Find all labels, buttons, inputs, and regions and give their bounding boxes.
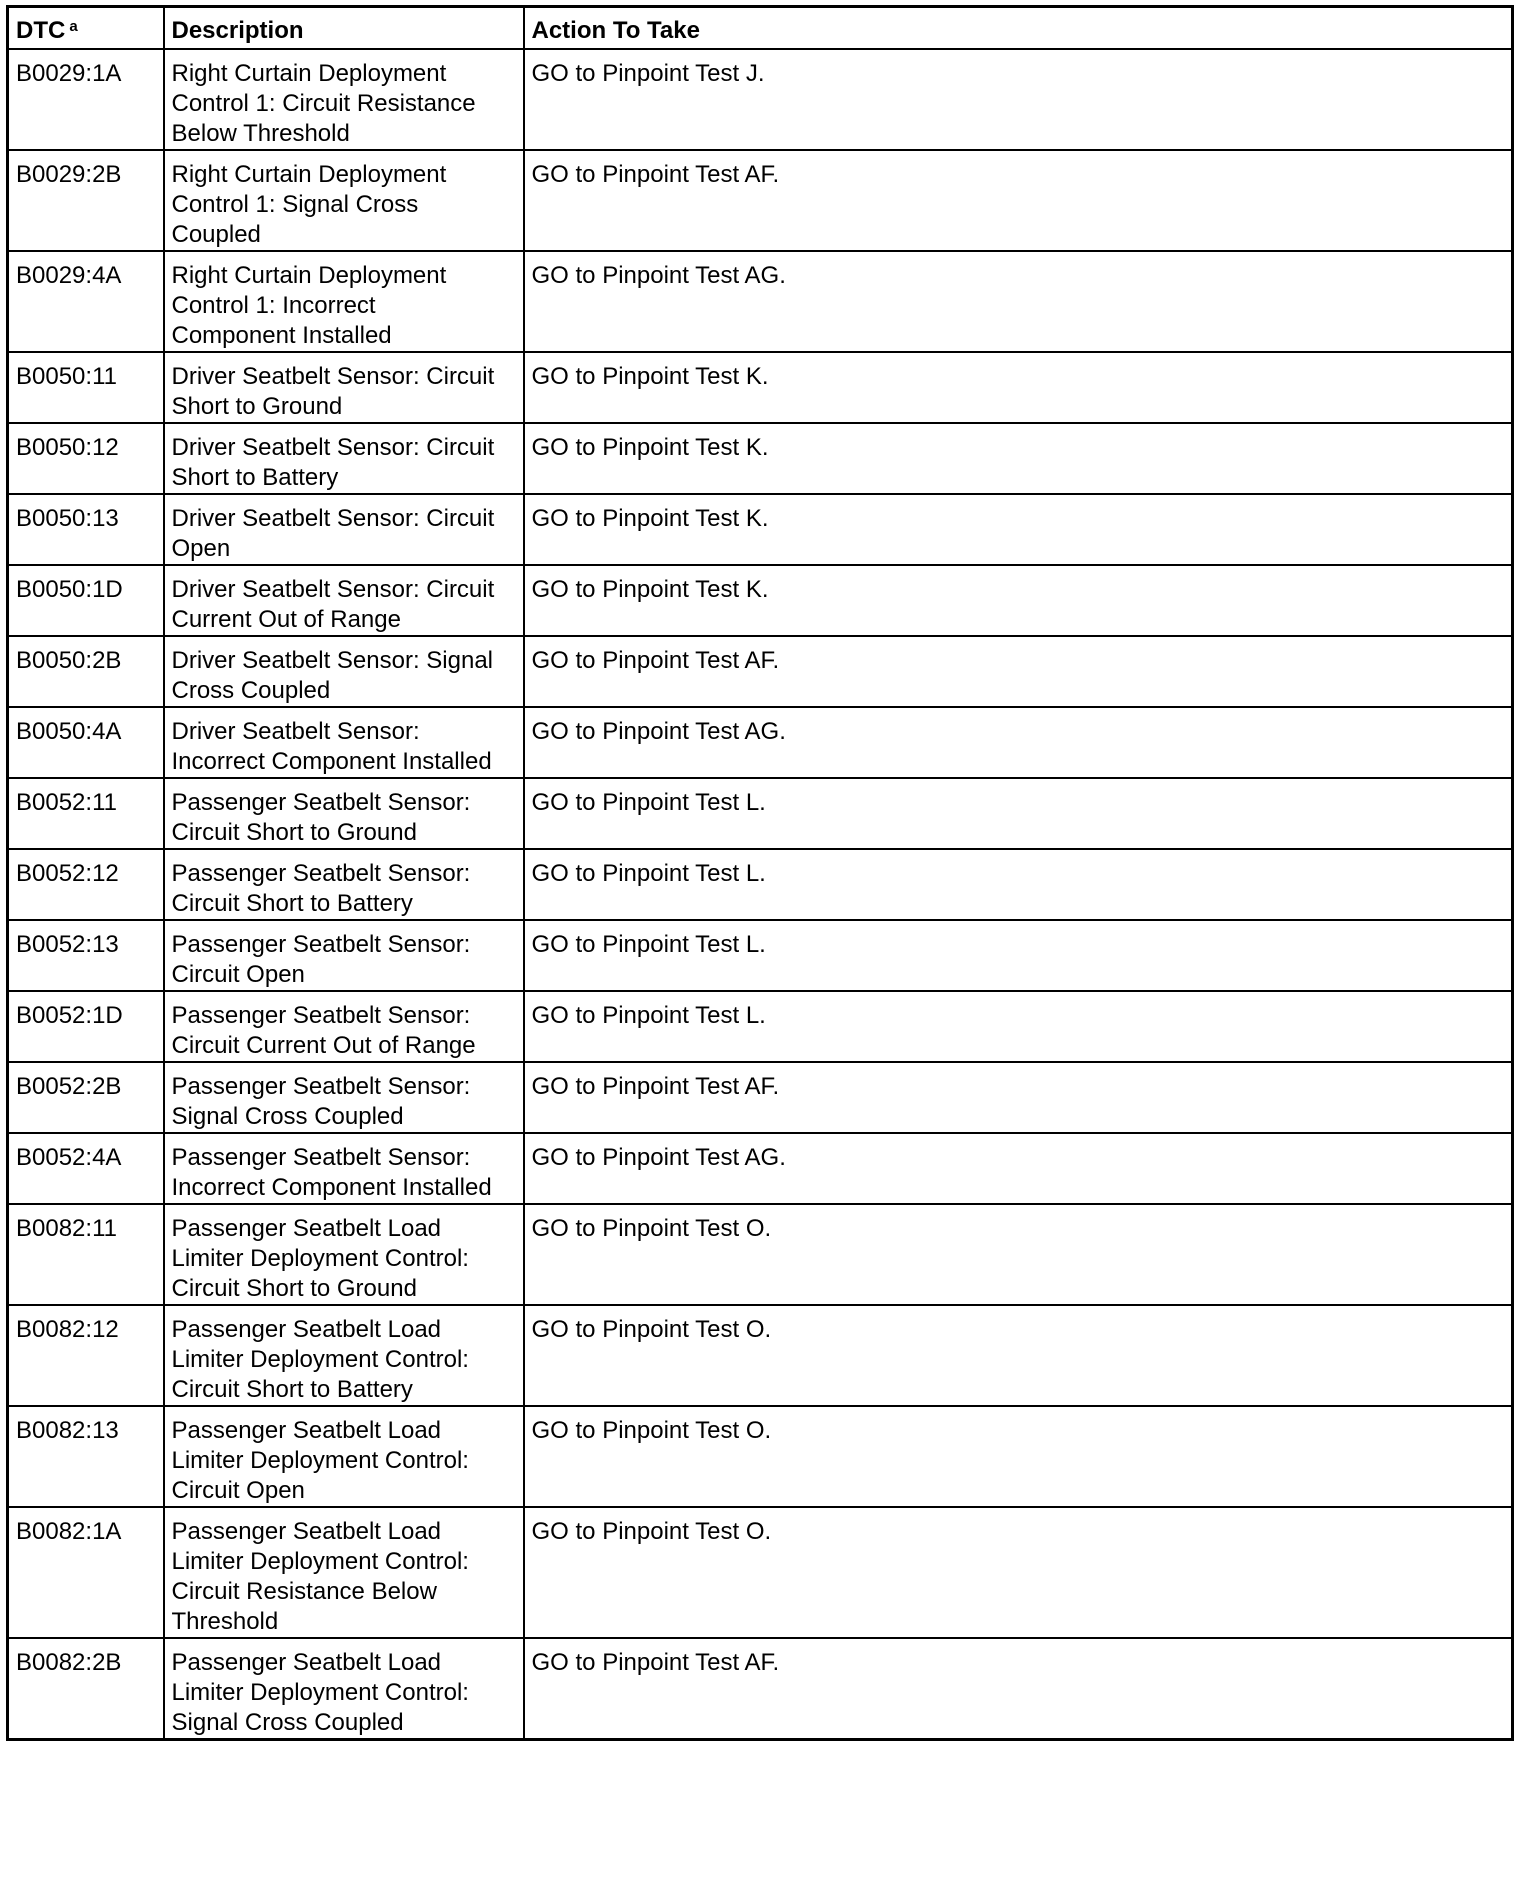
cell-dtc: B0050:4A	[8, 707, 164, 778]
cell-action: GO to Pinpoint Test AG.	[524, 1133, 1513, 1204]
table-row	[8, 1133, 1513, 1204]
cell-description: Driver Seatbelt Sensor: Circuit Current Out of Range	[164, 565, 524, 636]
header-dtc-label: DTC	[16, 17, 66, 44]
cell-action: GO to Pinpoint Test O.	[524, 1204, 1513, 1305]
cell-action: GO to Pinpoint Test L.	[524, 991, 1513, 1062]
table-row	[8, 991, 1513, 1062]
cell-action: GO to Pinpoint Test O.	[524, 1406, 1513, 1507]
table-row	[8, 636, 1513, 707]
header-action: Action To Take	[524, 7, 1513, 49]
cell-description: Passenger Seatbelt Load Limiter Deployment Control: Circuit Resistance Below Threshold	[164, 1507, 524, 1638]
cell-description: Passenger Seatbelt Sensor: Circuit Short to Ground	[164, 778, 524, 849]
cell-action: GO to Pinpoint Test O.	[524, 1507, 1513, 1638]
cell-description: Passenger Seatbelt Sensor: Circuit Open	[164, 920, 524, 991]
cell-action: GO to Pinpoint Test L.	[524, 778, 1513, 849]
table-row	[8, 1406, 1513, 1507]
cell-dtc: B0052:11	[8, 778, 164, 849]
cell-action: GO to Pinpoint Test AF.	[524, 150, 1513, 251]
table-row	[8, 1638, 1513, 1740]
cell-dtc: B0052:4A	[8, 1133, 164, 1204]
table-row	[8, 1305, 1513, 1406]
cell-dtc: B0050:11	[8, 352, 164, 423]
cell-description: Passenger Seatbelt Load Limiter Deployment Control: Circuit Short to Battery	[164, 1305, 524, 1406]
cell-dtc: B0082:13	[8, 1406, 164, 1507]
header-dtc	[8, 7, 164, 49]
cell-action: GO to Pinpoint Test AF.	[524, 1638, 1513, 1740]
table-row	[8, 251, 1513, 352]
table-row	[8, 778, 1513, 849]
cell-action: GO to Pinpoint Test J.	[524, 49, 1513, 150]
cell-dtc: B0029:4A	[8, 251, 164, 352]
cell-action: GO to Pinpoint Test L.	[524, 849, 1513, 920]
cell-action: GO to Pinpoint Test L.	[524, 920, 1513, 991]
dtc-table	[6, 5, 1514, 1741]
cell-description: Passenger Seatbelt Load Limiter Deployment Control: Circuit Open	[164, 1406, 524, 1507]
cell-dtc: B0052:13	[8, 920, 164, 991]
cell-description: Right Curtain Deployment Control 1: Signal Cross Coupled	[164, 150, 524, 251]
cell-dtc: B0050:12	[8, 423, 164, 494]
table-row	[8, 707, 1513, 778]
cell-description: Driver Seatbelt Sensor: Signal Cross Coupled	[164, 636, 524, 707]
cell-dtc: B0052:12	[8, 849, 164, 920]
table-row	[8, 1507, 1513, 1638]
table-row	[8, 1062, 1513, 1133]
table-row	[8, 423, 1513, 494]
cell-description: Passenger Seatbelt Sensor: Incorrect Component Installed	[164, 1133, 524, 1204]
cell-description: Driver Seatbelt Sensor: Incorrect Component Installed	[164, 707, 524, 778]
cell-dtc: B0082:1A	[8, 1507, 164, 1638]
table-row	[8, 920, 1513, 991]
cell-action: GO to Pinpoint Test O.	[524, 1305, 1513, 1406]
cell-action: GO to Pinpoint Test AF.	[524, 1062, 1513, 1133]
cell-description: Driver Seatbelt Sensor: Circuit Short to Ground	[164, 352, 524, 423]
table-row	[8, 849, 1513, 920]
cell-dtc: B0029:2B	[8, 150, 164, 251]
cell-dtc: B0050:2B	[8, 636, 164, 707]
table-header-row	[8, 7, 1513, 49]
cell-action: GO to Pinpoint Test AG.	[524, 251, 1513, 352]
table-row	[8, 352, 1513, 423]
cell-action: GO to Pinpoint Test K.	[524, 494, 1513, 565]
cell-action: GO to Pinpoint Test AF.	[524, 636, 1513, 707]
cell-description: Passenger Seatbelt Load Limiter Deployment Control: Signal Cross Coupled	[164, 1638, 524, 1740]
cell-dtc: B0082:12	[8, 1305, 164, 1406]
cell-action: GO to Pinpoint Test K.	[524, 423, 1513, 494]
cell-dtc: B0029:1A	[8, 49, 164, 150]
cell-action: GO to Pinpoint Test K.	[524, 352, 1513, 423]
cell-dtc: B0052:1D	[8, 991, 164, 1062]
cell-dtc: B0050:1D	[8, 565, 164, 636]
cell-description: Passenger Seatbelt Sensor: Circuit Current Out of Range	[164, 991, 524, 1062]
cell-dtc: B0082:2B	[8, 1638, 164, 1740]
header-description: Description	[164, 7, 524, 49]
table-row	[8, 565, 1513, 636]
cell-action: GO to Pinpoint Test K.	[524, 565, 1513, 636]
cell-description: Right Curtain Deployment Control 1: Circuit Resistance Below Threshold	[164, 49, 524, 150]
table-row	[8, 49, 1513, 150]
cell-description: Passenger Seatbelt Load Limiter Deployment Control: Circuit Short to Ground	[164, 1204, 524, 1305]
table-row	[8, 1204, 1513, 1305]
table-row	[8, 150, 1513, 251]
cell-description: Driver Seatbelt Sensor: Circuit Short to Battery	[164, 423, 524, 494]
cell-dtc: B0052:2B	[8, 1062, 164, 1133]
table-body	[8, 49, 1513, 1740]
header-dtc-footnote: a	[69, 18, 78, 35]
cell-description: Driver Seatbelt Sensor: Circuit Open	[164, 494, 524, 565]
cell-description: Right Curtain Deployment Control 1: Incorrect Component Installed	[164, 251, 524, 352]
cell-description: Passenger Seatbelt Sensor: Signal Cross Coupled	[164, 1062, 524, 1133]
cell-action: GO to Pinpoint Test AG.	[524, 707, 1513, 778]
cell-dtc: B0082:11	[8, 1204, 164, 1305]
cell-description: Passenger Seatbelt Sensor: Circuit Short to Battery	[164, 849, 524, 920]
cell-dtc: B0050:13	[8, 494, 164, 565]
table-row	[8, 494, 1513, 565]
